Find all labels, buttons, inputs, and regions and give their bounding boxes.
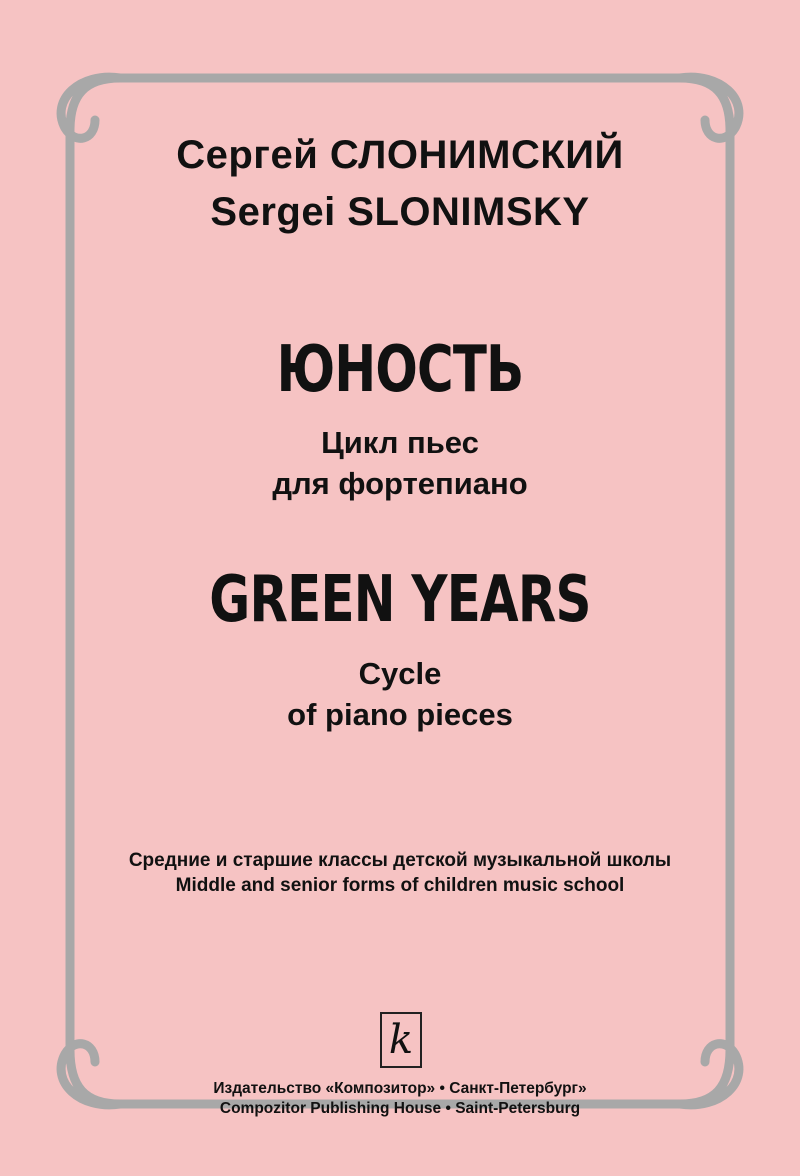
forms-en: Middle and senior forms of children music school [175,875,625,896]
publisher-logo-letter: k [388,1017,414,1063]
title-en: GREEN YEARS [209,563,591,637]
frame-corner-top-left [61,77,120,138]
author-ru: Сергей СЛОНИМСКИЙ [176,133,624,177]
title-ru: ЮНОСТЬ [276,333,524,407]
publisher-ru: Издательство «Композитор» • Санкт-Петербург» [213,1080,587,1097]
subtitle-ru-line1: Цикл пьес [321,425,479,460]
publisher-en: Compozitor Publishing House • Saint-Petersburg [219,1100,581,1117]
subtitle-en-line1: Cycle [358,656,442,691]
author-en: Sergei SLONIMSKY [210,190,590,234]
subtitle-ru-line2: для фортепиано [272,466,528,501]
forms-ru: Средние и старшие классы детской музыкальной школы [128,850,672,871]
publisher-logo [380,1012,422,1068]
frame-corner-top-right [680,77,739,138]
subtitle-en-line2: of piano pieces [287,697,513,732]
